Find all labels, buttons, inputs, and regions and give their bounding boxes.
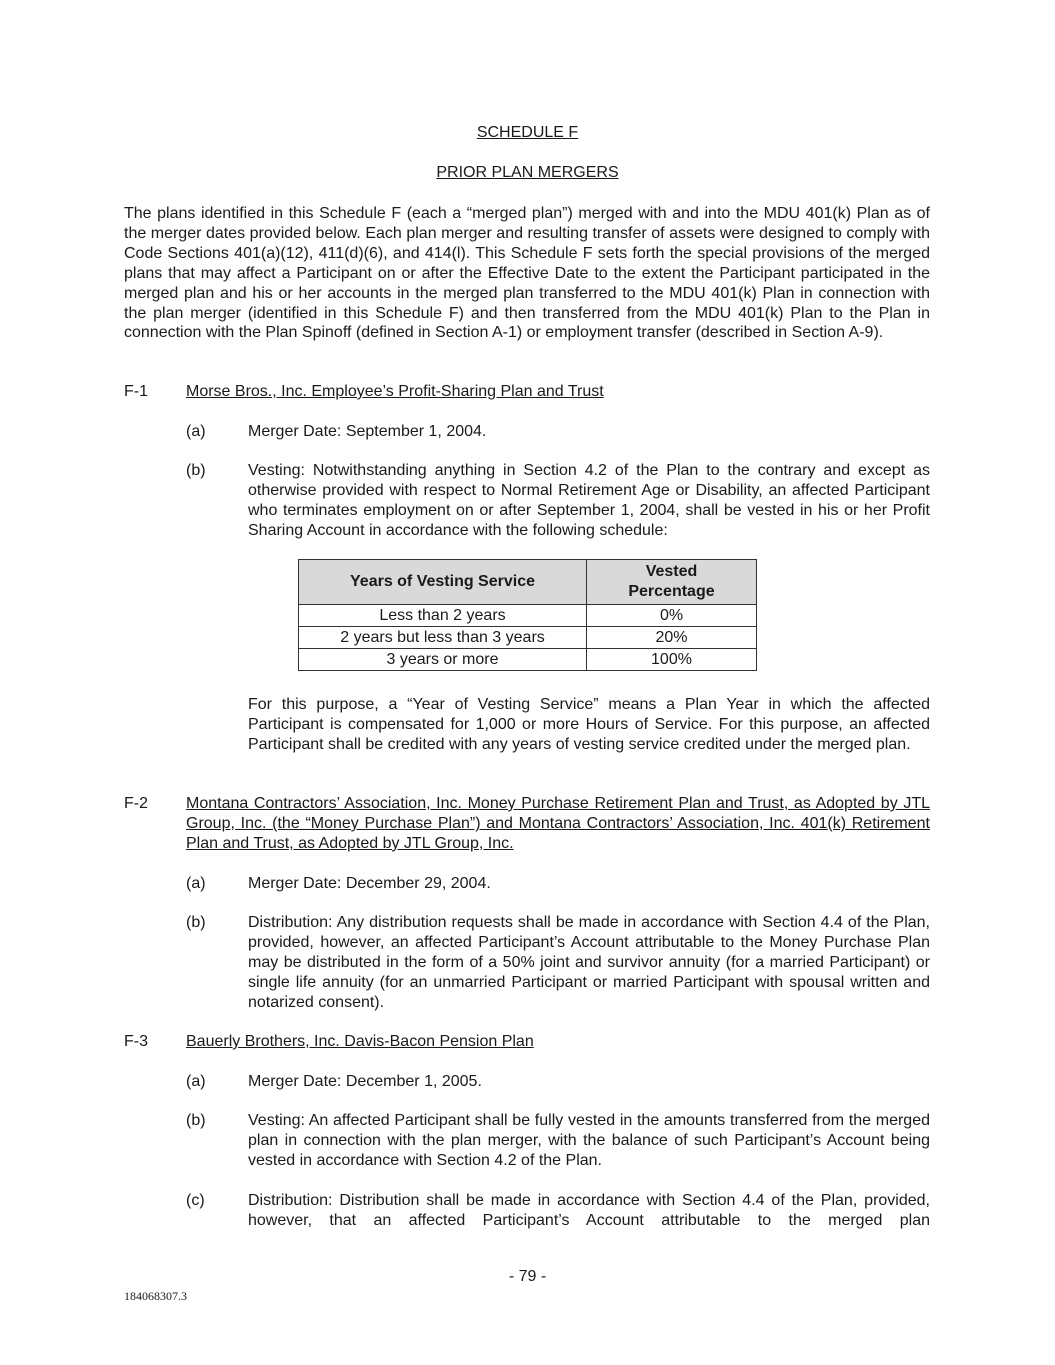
f2-item-b-label: (b) [186, 914, 206, 931]
section-f3-heading: Bauerly Brothers, Inc. Davis-Bacon Pension Plan [186, 1033, 534, 1050]
section-f3-number: F-3 [124, 1033, 148, 1050]
table-row [299, 605, 757, 627]
f2-distribution-text: Distribution: Any distribution requests shall be made in accordance with Section 4.4 of the Plan, provided, however, an affected Participant’s Account attributable to the Money Purchase Plan may be distributed in the form of a 50% joint and survivor annuity (for a married Participant) or single life annuity (for an unmarried Participant or married Participant with spousal written and notarized consent). [248, 914, 930, 1011]
f1-item-a-label: (a) [186, 423, 206, 440]
table-cell-years: 2 years but less than 3 years [299, 627, 587, 649]
table-header-years: Years of Vesting Service [299, 560, 587, 605]
f3-merger-date: Merger Date: December 1, 2005. [248, 1073, 482, 1090]
f1-vesting-text: Vesting: Notwithstanding anything in Section 4.2 of the Plan to the contrary and except as otherwise provided with respect to Normal Retirement Age or Disability, an affected Participant who terminates employment on or after September 1, 2004, shall be vested in his or her Profit Sharing Account in accordance with the following schedule: [248, 462, 930, 539]
f2-item-a-label: (a) [186, 875, 206, 892]
f3-vesting-text: Vesting: An affected Participant shall be fully vested in the amounts transferred from the merged plan in connection with the plan merger, with the balance of such Participant’s Account being vested in accordance with Section 4.2 of the Plan. [248, 1112, 930, 1169]
vesting-schedule-table [298, 559, 757, 671]
table-row [299, 649, 757, 671]
f2-merger-date: Merger Date: December 29, 2004. [248, 875, 491, 892]
document-id: 184068307.3 [124, 1289, 187, 1303]
table-row [299, 627, 757, 649]
f3-item-a-label: (a) [186, 1073, 206, 1090]
schedule-subtitle: PRIOR PLAN MERGERS [436, 164, 619, 181]
table-cell-percent: 20% [587, 627, 757, 649]
table-cell-percent: 0% [587, 605, 757, 627]
schedule-title: SCHEDULE F [476, 124, 579, 141]
section-f2-heading: Montana Contractors’ Association, Inc. Money Purchase Retirement Plan and Trust, as Adopted by JTL Group, Inc. (the “Money Purchase Plan”) and Montana Contractors’ Association, Inc. 401(k) Retirement Plan and Trust, as Adopted by JTL Group, Inc. [186, 795, 930, 852]
f1-followup-text: For this purpose, a “Year of Vesting Service” means a Plan Year in which the affected Participant is compensated for 1,000 or more Hours of Service. For this purpose, an affected Participant shall be credited with any years of vesting service credited under the merged plan. [248, 696, 930, 753]
f1-merger-date: Merger Date: September 1, 2004. [248, 423, 487, 440]
table-cell-years: 3 years or more [299, 649, 587, 671]
table-cell-years: Less than 2 years [299, 605, 587, 627]
f3-item-b-label: (b) [186, 1112, 206, 1129]
section-f1-heading: Morse Bros., Inc. Employee’s Profit-Sharing Plan and Trust [186, 383, 604, 400]
table-cell-percent: 100% [587, 649, 757, 671]
intro-paragraph: The plans identified in this Schedule F (each a “merged plan”) merged with and into the MDU 401(k) Plan as of the merger dates provided below. Each plan merger and resulting transfer of assets were designed to comply with Code Sections 401(a)(12), 411(d)(6), and 414(l). This Schedule F sets forth the special provisions of the merged plans that may affect a Participant on or after the Effective Date to the extent the Participant participated in the merged plan and his or her accounts in the merged plan transferred to the MDU 401(k) Plan in connection with the plan merger (identified in this Schedule F) and then transferred from the MDU 401(k) Plan to the Plan in connection with the Plan Spinoff (defined in Section A-1) or employment transfer (described in Section A-9). [124, 205, 930, 342]
page-number: - 79 - [508, 1268, 547, 1285]
f1-item-b-label: (b) [186, 462, 206, 479]
section-f1-number: F-1 [124, 383, 148, 400]
section-f2-number: F-2 [124, 795, 148, 812]
f3-item-c-label: (c) [186, 1192, 205, 1209]
table-header-vested: Vested Percentage [587, 560, 757, 605]
f3-distribution-text: Distribution: Distribution shall be made in accordance with Section 4.4 of the Plan, provided, however, that an affected Participant’s Account attributable to the merged plan [248, 1192, 930, 1229]
table-header-row [299, 560, 757, 605]
